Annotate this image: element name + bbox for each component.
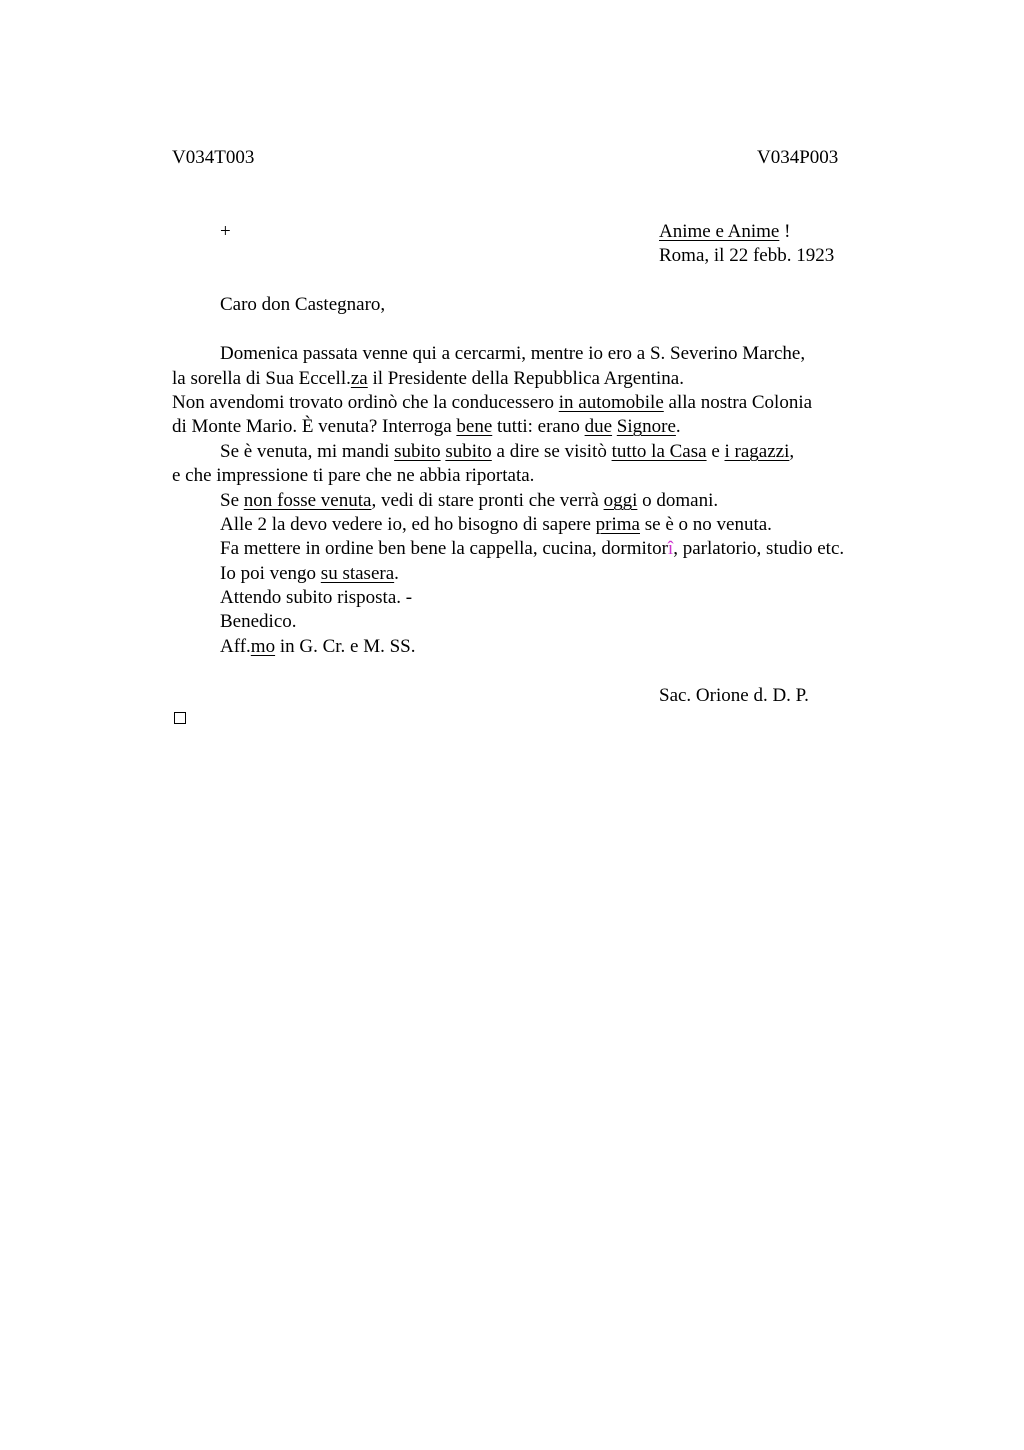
underlined-text: su stasera [320,563,395,584]
body-line-4 [172,415,681,439]
underlined-text: subito [445,441,492,462]
body-text: la sorella di Sua Eccell. [172,368,351,389]
body-text: Se [220,490,244,511]
closing-line [220,635,416,659]
body-text: Fa mettere in ordine ben bene la cappella, cucina, dormitor [220,538,668,559]
body-text: . [394,563,399,584]
underlined-text: Signore [616,416,676,437]
body-line-11: Attendo subito risposta. - [220,587,413,608]
body-line-2 [172,367,684,391]
body-text: il Presidente della Repubblica Argentina. [367,368,684,389]
body-text: e [706,441,725,462]
underlined-text: bene [456,416,493,437]
body-text: Aff. [220,636,251,657]
body-line-3 [172,391,812,415]
body-text: o domani. [637,490,719,511]
body-line-10 [220,562,399,586]
underlined-text: in automobile [558,392,664,413]
body-text: alla nostra Colonia [663,392,813,413]
underlined-text: i ragazzi [724,441,790,462]
cross-symbol: + [220,221,231,242]
underlined-text: mo [250,636,276,657]
body-text: Io poi vengo [220,563,321,584]
underlined-text: prima [595,514,640,535]
body-line-5 [220,440,794,464]
signature: Sac. Orione d. D. P. [659,685,809,706]
body-text: di Monte Mario. È venuta? Interroga [172,416,457,437]
heading-title-text: Anime e Anime [659,221,780,242]
body-text: , parlatorio, studio etc. [673,538,845,559]
body-line-1: Domenica passata venne qui a cercarmi, mentre io ero a S. Severino Marche, [220,343,806,364]
underlined-text: due [584,416,613,437]
body-line-9 [220,537,844,561]
checkbox-square-icon [174,712,186,724]
body-text: Non avendomi trovato ordinò che la conducessero [172,392,559,413]
body-text: . [675,416,681,437]
body-text: Se è venuta, mi mandi [220,441,395,462]
place-date: Roma, il 22 febb. 1923 [659,245,835,266]
body-text: tutti: erano [492,416,585,437]
body-line-8 [220,513,772,537]
salutation: Caro don Castegnaro, [220,294,386,315]
document-code-left: V034T003 [172,147,255,168]
body-text: , vedi di stare pronti che verrà [371,490,604,511]
underlined-text: non fosse venuta [243,490,372,511]
document-code-right: V034P003 [757,147,839,168]
body-text: , [789,441,795,462]
underlined-text: oggi [603,490,638,511]
body-line-12: Benedico. [220,611,297,632]
body-text: a dire se visitò [491,441,612,462]
body-line-6: e che impressione ti pare che ne abbia riportata. [172,465,535,486]
body-line-7 [220,489,718,513]
heading-title-suffix: ! [779,221,791,242]
body-text: se è o no venuta. [640,514,772,535]
body-text: Alle 2 la devo vedere io, ed ho bisogno di sapere [220,514,596,535]
underlined-text: tutto la Casa [611,441,707,462]
underlined-text: za [350,368,368,389]
highlighted-character: î [667,538,674,559]
body-text: in G. Cr. e M. SS. [275,636,416,657]
letter-heading-title [659,220,790,244]
underlined-text: subito [394,441,441,462]
